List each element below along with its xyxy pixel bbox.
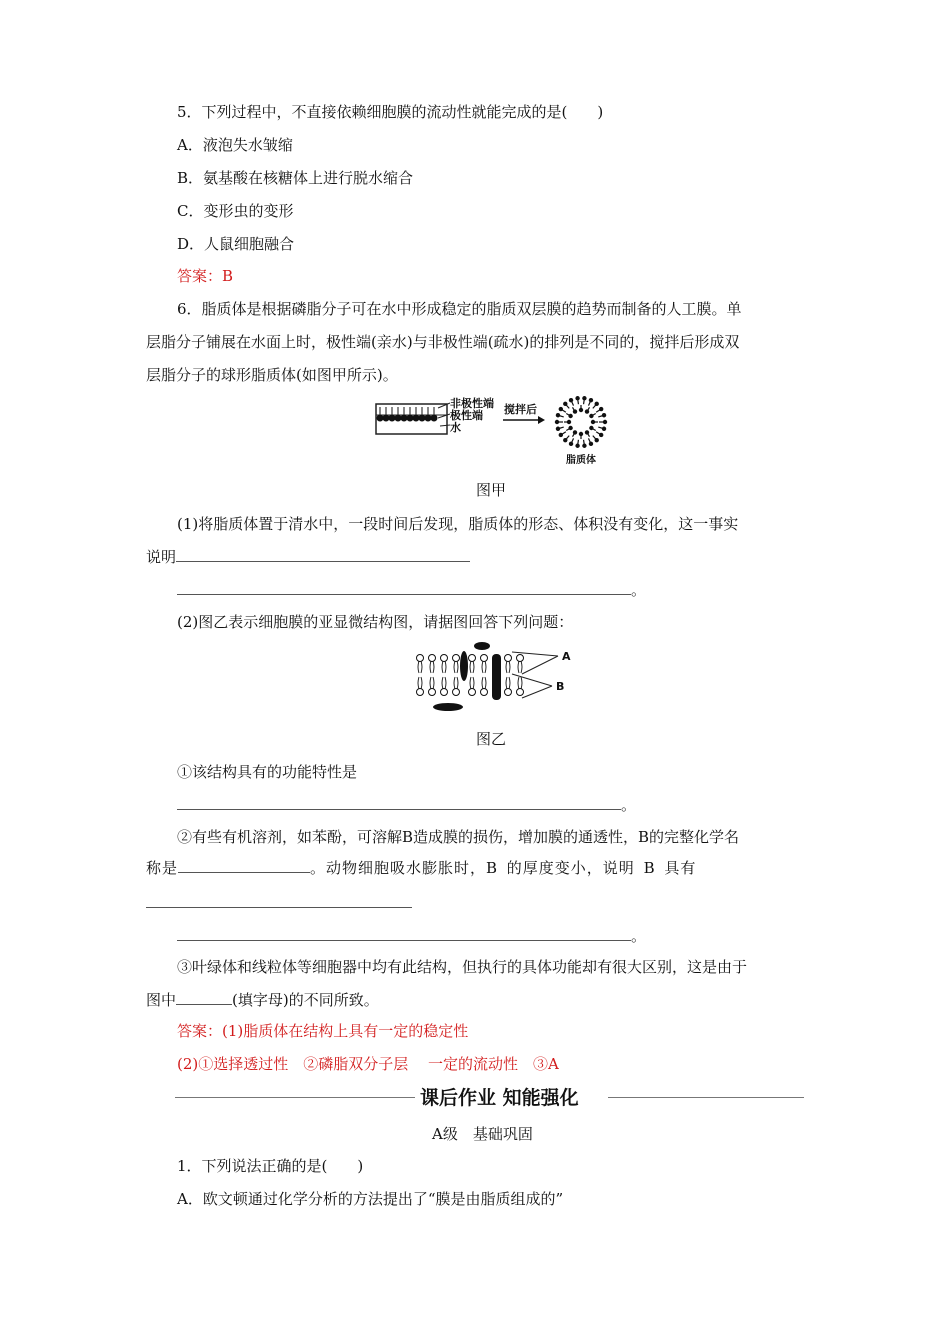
period: 。 [631, 581, 647, 599]
phospholipid-tail [482, 661, 486, 673]
section-divider-left [175, 1097, 415, 1098]
q6-c2-suffix: 。动物细胞吸水膨胀时，B 的厚度变小，说明 B 具有 [310, 859, 697, 877]
phospholipid-head [569, 398, 573, 402]
phospholipid-head [453, 655, 460, 662]
answer-blank-c3[interactable] [176, 990, 232, 1005]
phospholipid-tail [584, 398, 585, 404]
q5-option-a: A．液泡失水皱缩 [177, 136, 293, 154]
answer-blank-c2c[interactable] [177, 926, 631, 941]
phospholipid-head [417, 689, 424, 696]
protein-embedded [460, 651, 468, 681]
q6-c2-line-4 [177, 926, 646, 946]
phospholipid-head [469, 655, 476, 662]
figure-jia-liposome-diagram [370, 393, 615, 469]
q6-c3-line-1: ③叶绿体和线粒体等细胞器中均有此结构，但执行的具体功能却有很大区别，这是由于 [177, 958, 748, 976]
q6-c2-line-3 [146, 893, 412, 913]
label-water: 水 [450, 421, 461, 434]
phospholipid-head [441, 689, 448, 696]
answer-blank-1a[interactable] [176, 547, 470, 562]
section-divider-right [608, 1097, 804, 1098]
phospholipid-tail [482, 677, 486, 689]
q6-c2-line-1: ②有些有机溶剂，如苯酚，可溶解B造成膜的损伤，增加膜的通透性，B的完整化学名 [177, 828, 740, 846]
phospholipid-head [453, 689, 460, 696]
phospholipid-head [481, 689, 488, 696]
phospholipid-head [589, 442, 593, 446]
figure-jia-caption: 图甲 [476, 481, 507, 499]
phospholipid-tail [430, 661, 434, 673]
phospholipid-tail [578, 440, 579, 446]
answer-blank-c2b[interactable] [146, 893, 412, 908]
q6-part1-line-2 [146, 547, 470, 567]
phospholipid-head [417, 655, 424, 662]
phospholipid-head [429, 655, 436, 662]
phospholipid-tail [578, 398, 579, 404]
phospholipid-tail [442, 661, 446, 673]
q6-c1-blank-line [177, 795, 636, 815]
phospholipid-head [469, 689, 476, 696]
answer-text-1: (1)脂质体在结构上具有一定的稳定性 [222, 1022, 469, 1040]
period: 。 [631, 927, 647, 945]
label-polar: 极性端 [450, 409, 483, 422]
phospholipid-bilayer [417, 655, 524, 696]
section-level: A级 基础巩固 [432, 1125, 533, 1143]
next-q1-option-a: A．欧文顿通过化学分析的方法提出了“膜是由脂质组成的” [177, 1190, 564, 1208]
q6-c3-prefix: 图中 [146, 991, 177, 1009]
q6-answer-line-1 [177, 1021, 468, 1041]
answer-label: 答案： [177, 1022, 223, 1040]
protein-bottom [433, 703, 463, 711]
phospholipid-head [517, 689, 524, 696]
phospholipid-tail [454, 677, 458, 689]
q6-answer-line-2: (2)①选择透过性 ②磷脂双分子层 一定的流动性 ③A [177, 1055, 559, 1073]
phospholipid-head [505, 655, 512, 662]
phospholipid-head [505, 689, 512, 696]
liposome-sphere [555, 396, 607, 448]
phospholipid-head [517, 655, 524, 662]
q5-stem: 5．下列过程中，不直接依赖细胞膜的流动性就能完成的是( ) [177, 103, 604, 121]
phospholipid-tail [430, 677, 434, 689]
q6-c3-line-2 [146, 990, 379, 1010]
q6-c1: ①该结构具有的功能特性是 [177, 763, 358, 781]
q6-c2-line-2 [146, 858, 696, 878]
label-a: A [562, 650, 571, 663]
phospholipid-tail [418, 677, 422, 689]
q6-stem-line-1: 6．脂质体是根据磷脂分子可在水中形成稳定的脂质双层膜的趋势而制备的人工膜。单 [177, 300, 742, 318]
q5-option-d: D．人鼠细胞融合 [177, 235, 295, 253]
phospholipid-head [429, 689, 436, 696]
phospholipid-tail [470, 677, 474, 689]
phospholipid-tail [454, 661, 458, 673]
q6-part1-line-3 [177, 580, 646, 600]
phospholipid-tail [470, 661, 474, 673]
answer-value: B [222, 267, 234, 285]
q6-stem-line-3: 层脂分子的球形脂质体(如图甲所示)。 [146, 366, 398, 384]
label-nonpolar: 非极性端 [450, 397, 494, 410]
phospholipid-tail [506, 677, 510, 689]
q5-option-b: B．氨基酸在核糖体上进行脱水缩合 [177, 169, 414, 187]
phospholipid-tail [506, 661, 510, 673]
protein-spanning [492, 654, 501, 700]
q6-part1-prefix: 说明 [146, 548, 177, 566]
period: 。 [621, 796, 637, 814]
figure-yi-caption: 图乙 [476, 730, 507, 748]
phospholipid-head [481, 655, 488, 662]
protein-top [474, 642, 490, 650]
next-q1-stem: 1．下列说法正确的是( ) [177, 1157, 364, 1175]
figure-yi-membrane-diagram [412, 640, 578, 716]
phospholipid-tail [584, 440, 585, 446]
phospholipid-head [569, 442, 573, 446]
phospholipid-tail [442, 677, 446, 689]
answer-blank-c1[interactable] [177, 795, 621, 810]
label-stir: 搅拌后 [504, 403, 537, 416]
answer-label: 答案： [177, 267, 223, 285]
q5-answer [177, 266, 233, 286]
label-liposome: 脂质体 [566, 455, 596, 466]
q6-c3-suffix: (填字母)的不同所致。 [232, 991, 379, 1009]
section-title: 课后作业 知能强化 [420, 1087, 579, 1109]
q6-part1-line-1: (1)将脂质体置于清水中，一段时间后发现，脂质体的形态、体积没有变化，这一事实 [177, 515, 739, 533]
phospholipid-tail [518, 677, 522, 689]
phospholipid-head [441, 655, 448, 662]
q6-part2-intro: (2)图乙表示细胞膜的亚显微结构图，请据图回答下列问题： [177, 613, 574, 631]
answer-blank-1b[interactable] [177, 580, 631, 595]
q6-stem-line-2: 层脂分子铺展在水面上时，极性端(亲水)与非极性端(疏水)的排列是不同的，搅拌后形成双 [146, 333, 740, 351]
label-b: B [556, 680, 565, 693]
q6-c2-prefix: 称是 [146, 859, 179, 877]
q5-option-c: C．变形虫的变形 [177, 202, 294, 220]
phospholipid-tail [418, 661, 422, 673]
phospholipid-tail [518, 661, 522, 673]
answer-blank-c2a[interactable] [178, 858, 310, 873]
phospholipid-head [589, 398, 593, 402]
